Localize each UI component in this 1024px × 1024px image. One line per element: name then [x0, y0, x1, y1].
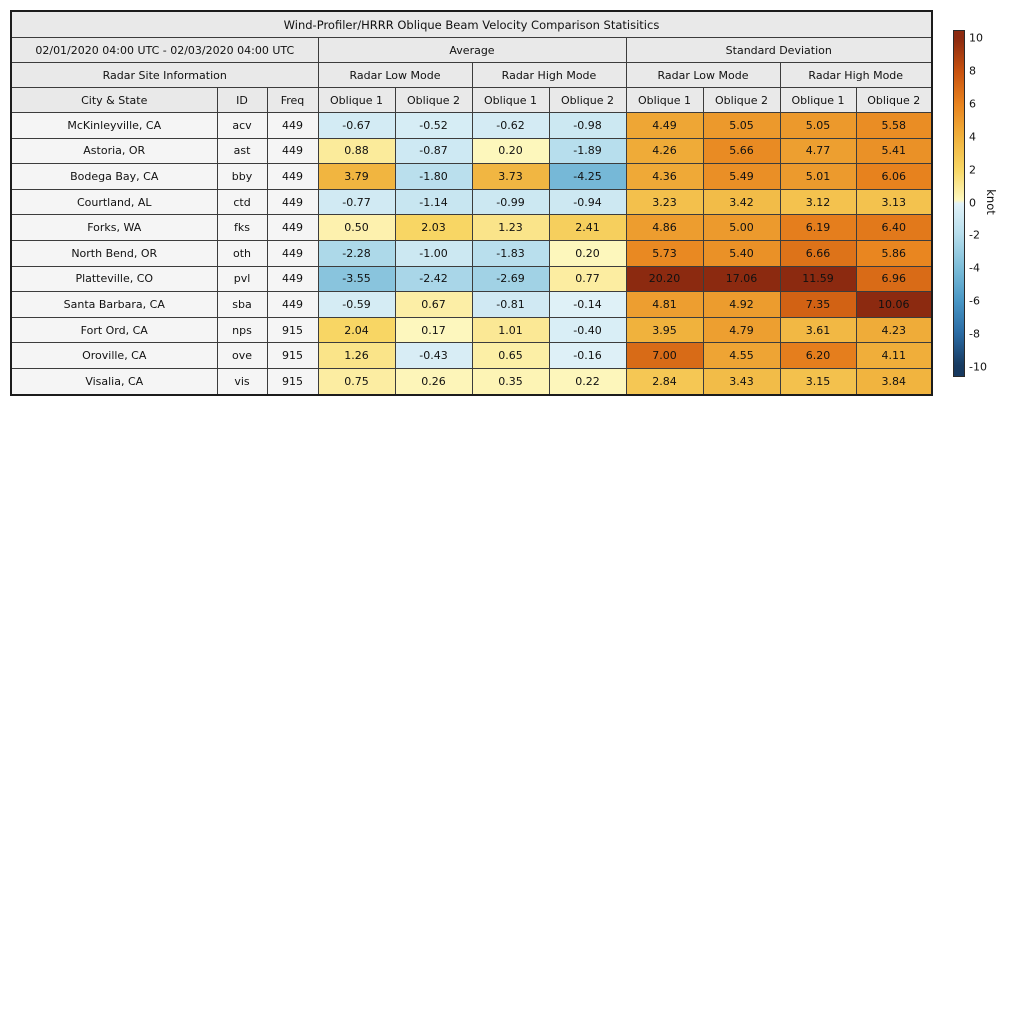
value-cell: 0.88 — [318, 138, 395, 164]
value-cell: 3.23 — [626, 189, 703, 215]
value-cell: -0.94 — [549, 189, 626, 215]
col-header-city-state: City & State — [11, 88, 217, 113]
site-info-header: Radar Site Information — [11, 63, 318, 88]
value-cell: -0.14 — [549, 292, 626, 318]
value-cell: -0.16 — [549, 343, 626, 369]
city-cell: Platteville, CO — [11, 266, 217, 292]
value-cell: 4.11 — [856, 343, 932, 369]
value-cell: 6.06 — [856, 164, 932, 190]
table-row — [11, 215, 932, 241]
value-cell: 2.03 — [395, 215, 472, 241]
value-cell: -0.81 — [472, 292, 549, 318]
value-cell: -2.28 — [318, 240, 395, 266]
group-header-average: Average — [318, 38, 626, 63]
value-cell: -2.69 — [472, 266, 549, 292]
table-row — [11, 164, 932, 190]
table-row — [11, 368, 932, 394]
freq-cell: 449 — [267, 113, 318, 139]
value-cell: 0.20 — [472, 138, 549, 164]
city-cell: McKinleyville, CA — [11, 113, 217, 139]
value-cell: 4.77 — [780, 138, 856, 164]
site-id-cell: ast — [217, 138, 267, 164]
freq-cell: 449 — [267, 138, 318, 164]
col-header-oblique: Oblique 2 — [703, 88, 780, 113]
value-cell: 0.75 — [318, 368, 395, 394]
value-cell: 20.20 — [626, 266, 703, 292]
value-cell: 17.06 — [703, 266, 780, 292]
value-cell: 6.66 — [780, 240, 856, 266]
site-id-cell: ove — [217, 343, 267, 369]
value-cell: 5.05 — [703, 113, 780, 139]
value-cell: 7.35 — [780, 292, 856, 318]
value-cell: 5.01 — [780, 164, 856, 190]
value-cell: 0.26 — [395, 368, 472, 394]
site-id-cell: pvl — [217, 266, 267, 292]
value-cell: 11.59 — [780, 266, 856, 292]
col-header-oblique: Oblique 2 — [549, 88, 626, 113]
city-cell: Oroville, CA — [11, 343, 217, 369]
value-cell: -0.43 — [395, 343, 472, 369]
value-cell: 3.95 — [626, 317, 703, 343]
value-cell: 6.40 — [856, 215, 932, 241]
value-cell: 4.23 — [856, 317, 932, 343]
value-cell: -0.40 — [549, 317, 626, 343]
value-cell: 0.65 — [472, 343, 549, 369]
value-cell: 3.73 — [472, 164, 549, 190]
value-cell: -0.98 — [549, 113, 626, 139]
table-row — [11, 292, 932, 318]
mode-header-avg-high: Radar High Mode — [472, 63, 626, 88]
colorbar-tick-label: 0 — [969, 196, 976, 209]
value-cell: 6.20 — [780, 343, 856, 369]
value-cell: -0.99 — [472, 189, 549, 215]
value-cell: 0.35 — [472, 368, 549, 394]
col-header-oblique: Oblique 1 — [318, 88, 395, 113]
colorbar-tick-label: -2 — [969, 228, 980, 242]
value-cell: 10.06 — [856, 292, 932, 318]
value-cell: -0.52 — [395, 113, 472, 139]
value-cell: 5.00 — [703, 215, 780, 241]
site-id-cell: oth — [217, 240, 267, 266]
col-header-oblique: Oblique 2 — [856, 88, 932, 113]
city-cell: Fort Ord, CA — [11, 317, 217, 343]
col-header-oblique: Oblique 1 — [626, 88, 703, 113]
value-cell: -0.62 — [472, 113, 549, 139]
value-cell: -1.00 — [395, 240, 472, 266]
value-cell: 0.67 — [395, 292, 472, 318]
value-cell: 7.00 — [626, 343, 703, 369]
value-cell: 4.36 — [626, 164, 703, 190]
chart-title: Wind-Profiler/HRRR Oblique Beam Velocity Comparison Statisitics — [11, 11, 932, 38]
value-cell: 0.17 — [395, 317, 472, 343]
value-cell: 0.77 — [549, 266, 626, 292]
freq-cell: 449 — [267, 292, 318, 318]
value-cell: -0.87 — [395, 138, 472, 164]
mode-header-sd-high: Radar High Mode — [780, 63, 932, 88]
value-cell: 3.43 — [703, 368, 780, 394]
mode-header-sd-low: Radar Low Mode — [626, 63, 780, 88]
value-cell: -4.25 — [549, 164, 626, 190]
table-row — [11, 189, 932, 215]
city-cell: Astoria, OR — [11, 138, 217, 164]
value-cell: -3.55 — [318, 266, 395, 292]
freq-cell: 449 — [267, 164, 318, 190]
freq-cell: 915 — [267, 343, 318, 369]
value-cell: 3.12 — [780, 189, 856, 215]
freq-cell: 915 — [267, 317, 318, 343]
value-cell: -0.77 — [318, 189, 395, 215]
col-header-oblique: Oblique 2 — [395, 88, 472, 113]
colorbar-tick-label: 6 — [969, 97, 976, 111]
site-id-cell: nps — [217, 317, 267, 343]
table-row — [11, 113, 932, 139]
colorbar-tick-label: 10 — [969, 31, 983, 45]
freq-cell: 449 — [267, 266, 318, 292]
city-cell: Courtland, AL — [11, 189, 217, 215]
value-cell: 3.42 — [703, 189, 780, 215]
table-row — [11, 266, 932, 292]
colorbar-unit-label: knot — [984, 189, 998, 215]
value-cell: 1.23 — [472, 215, 549, 241]
value-cell: 3.61 — [780, 317, 856, 343]
freq-cell: 915 — [267, 368, 318, 394]
table-row — [11, 138, 932, 164]
table-row — [11, 343, 932, 369]
colorbar-tick-label: -10 — [969, 360, 987, 374]
value-cell: 1.26 — [318, 343, 395, 369]
value-cell: 1.01 — [472, 317, 549, 343]
city-cell: Bodega Bay, CA — [11, 164, 217, 190]
value-cell: -1.80 — [395, 164, 472, 190]
value-cell: 4.92 — [703, 292, 780, 318]
value-cell: -1.14 — [395, 189, 472, 215]
value-cell: 2.84 — [626, 368, 703, 394]
date-range-header: 02/01/2020 04:00 UTC - 02/03/2020 04:00 UTC — [11, 38, 318, 63]
site-id-cell: acv — [217, 113, 267, 139]
value-cell: 4.86 — [626, 215, 703, 241]
value-cell: 5.73 — [626, 240, 703, 266]
col-header-oblique: Oblique 1 — [472, 88, 549, 113]
colorbar-tick-label: -6 — [969, 294, 980, 308]
value-cell: 6.19 — [780, 215, 856, 241]
freq-cell: 449 — [267, 215, 318, 241]
city-cell: Santa Barbara, CA — [11, 292, 217, 318]
site-id-cell: sba — [217, 292, 267, 318]
value-cell: 0.50 — [318, 215, 395, 241]
value-cell: 2.41 — [549, 215, 626, 241]
colorbar-tick-label: 2 — [969, 163, 976, 177]
colorbar-tick-label: -8 — [969, 327, 980, 341]
value-cell: 4.55 — [703, 343, 780, 369]
colorbar — [953, 30, 965, 377]
col-header-id: ID — [217, 88, 267, 113]
value-cell: 2.04 — [318, 317, 395, 343]
stats-table — [10, 10, 933, 396]
colorbar-gradient — [954, 31, 964, 376]
site-id-cell: bby — [217, 164, 267, 190]
value-cell: 4.49 — [626, 113, 703, 139]
value-cell: 5.49 — [703, 164, 780, 190]
mode-header-avg-low: Radar Low Mode — [318, 63, 472, 88]
value-cell: 3.79 — [318, 164, 395, 190]
value-cell: 4.81 — [626, 292, 703, 318]
city-cell: North Bend, OR — [11, 240, 217, 266]
table-row — [11, 317, 932, 343]
column-header-row — [11, 88, 932, 113]
value-cell: -0.59 — [318, 292, 395, 318]
site-id-cell: vis — [217, 368, 267, 394]
col-header-freq: Freq — [267, 88, 318, 113]
site-id-cell: fks — [217, 215, 267, 241]
table-row — [11, 240, 932, 266]
value-cell: -1.89 — [549, 138, 626, 164]
freq-cell: 449 — [267, 240, 318, 266]
value-cell: 4.79 — [703, 317, 780, 343]
value-cell: 5.40 — [703, 240, 780, 266]
value-cell: -0.67 — [318, 113, 395, 139]
value-cell: -1.83 — [472, 240, 549, 266]
value-cell: 5.05 — [780, 113, 856, 139]
freq-cell: 449 — [267, 189, 318, 215]
colorbar-tick-label: 4 — [969, 130, 976, 144]
value-cell: 0.20 — [549, 240, 626, 266]
colorbar-tick-label: 8 — [969, 64, 976, 78]
colorbar-tick-label: -4 — [969, 261, 980, 275]
value-cell: 3.13 — [856, 189, 932, 215]
value-cell: -2.42 — [395, 266, 472, 292]
value-cell: 5.66 — [703, 138, 780, 164]
city-cell: Forks, WA — [11, 215, 217, 241]
value-cell: 5.86 — [856, 240, 932, 266]
value-cell: 4.26 — [626, 138, 703, 164]
group-header-std-deviation: Standard Deviation — [626, 38, 932, 63]
city-cell: Visalia, CA — [11, 368, 217, 394]
value-cell: 5.41 — [856, 138, 932, 164]
value-cell: 5.58 — [856, 113, 932, 139]
site-id-cell: ctd — [217, 189, 267, 215]
value-cell: 6.96 — [856, 266, 932, 292]
value-cell: 3.84 — [856, 368, 932, 394]
col-header-oblique: Oblique 1 — [780, 88, 856, 113]
value-cell: 0.22 — [549, 368, 626, 394]
value-cell: 3.15 — [780, 368, 856, 394]
